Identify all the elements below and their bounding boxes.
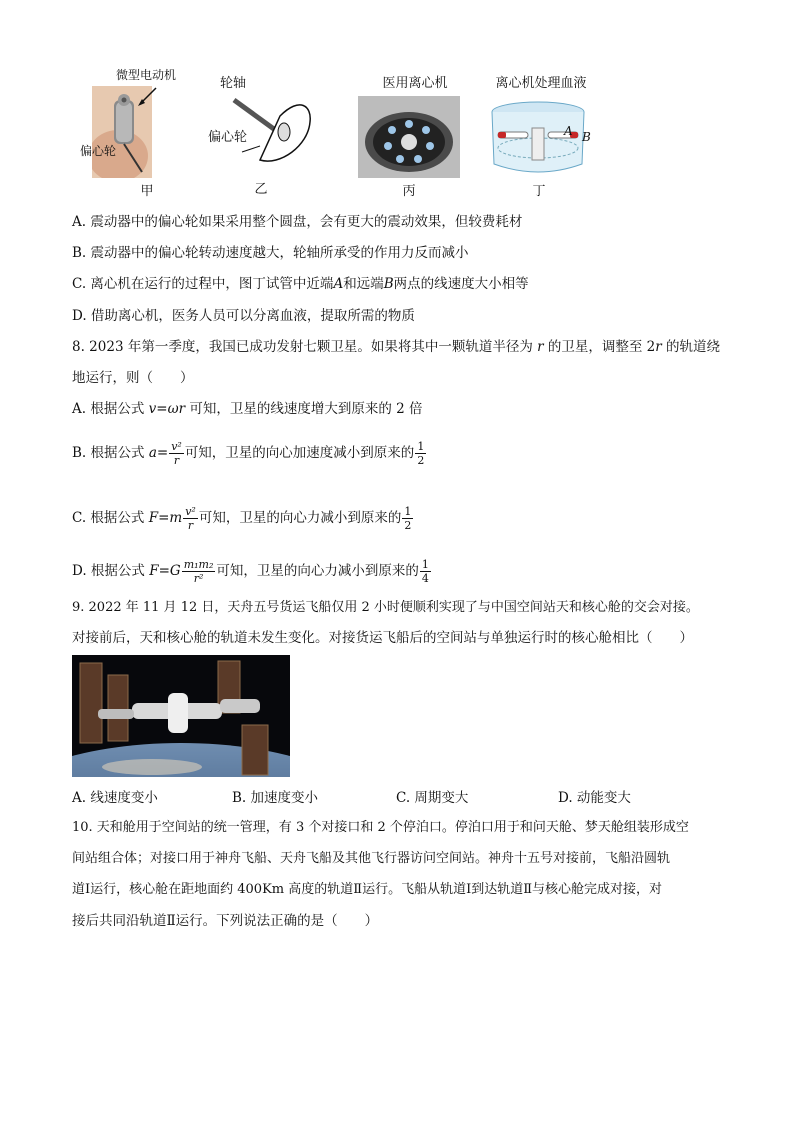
caption-bing: 丙 <box>402 184 416 199</box>
q8-option-a <box>72 399 732 419</box>
arrow-icon <box>134 86 164 110</box>
q7-option-c <box>72 274 732 294</box>
q10-line-1: 10. 天和舱用于空间站的统一管理，有 3 个对接口和 2 个停泊口。停泊口用于和问天舱、梦天舱组装形成空 <box>72 820 689 835</box>
q8-option-d <box>72 556 732 586</box>
q8-d-ans-den: 4 <box>421 572 429 585</box>
q8-c-text-1: C. 根据公式 <box>72 510 145 526</box>
q7-c-text-2: 和远端 <box>343 276 384 292</box>
q7-c-text-3: 两点的线速度大小相等 <box>393 276 529 292</box>
q8-d-answer-fraction <box>420 558 431 585</box>
point-a-label: A <box>564 124 573 138</box>
q10-line-2: 间站组合体；对接口用于神舟飞船、天舟飞船及其他飞行器访问空间站。神舟十五号对接前，飞船沿圆轨 <box>72 851 671 866</box>
q8-c-lhs: F=m <box>148 510 183 526</box>
q9-option-a: A. 线速度变小 <box>72 790 158 806</box>
q9-option-b: B. 加速度变小 <box>232 790 319 806</box>
blood-centrifuge-diagram <box>488 98 588 178</box>
motor-label: 微型电动机 <box>115 68 176 82</box>
q8-b-fraction <box>169 440 184 467</box>
q8-option-c <box>72 503 732 533</box>
q8-d-num: m₁m₂ <box>183 558 214 571</box>
caption-jia: 甲 <box>140 184 154 199</box>
q8-b-text-2: 可知，卫星的向心加速度减小到原来的 <box>184 445 415 461</box>
q8-c-answer-fraction <box>402 505 413 532</box>
q7-option-a: A. 震动器中的偏心轮如果采用整个圆盘，会有更大的震动效果，但较费耗材 <box>72 214 523 230</box>
q8-stem-1a: 8. 2023 年第一季度，我国已成功发射七颗卫星。如果将其中一颗轨道半径为 <box>72 339 533 355</box>
q8-c-num: v² <box>185 505 196 518</box>
q8-b-lhs: a= <box>148 445 169 461</box>
q8-c-den: r <box>187 519 194 532</box>
q9-stem-line-1: 9. 2022 年 11 月 12 日，天舟五号货运飞船仅用 2 小时便顺利实现了与中国空间站天和核心舱的交会对接。 <box>72 600 699 615</box>
q7-option-b: B. 震动器中的偏心轮转动速度越大，轮轴所承受的作用力反而减小 <box>72 245 469 261</box>
q8-b-den: r <box>173 454 180 467</box>
q8-d-ans-num: 1 <box>421 558 429 571</box>
q9-option-c: C. 周期变大 <box>396 790 469 806</box>
q10-line-4: 接后共同沿轨道Ⅱ运行。下列说法正确的是（ ） <box>72 913 379 929</box>
q8-stem-r: r <box>537 339 544 355</box>
figure-bing <box>356 72 472 199</box>
point-b-label: B <box>582 130 591 144</box>
q8-a-formula: v=ωr <box>148 401 186 417</box>
q8-stem-r2: r <box>655 339 662 355</box>
q8-d-text-1: D. 根据公式 <box>72 563 145 579</box>
q8-stem-1c: 的轨道绕 <box>666 339 721 355</box>
q8-d-fraction <box>182 558 216 585</box>
q8-c-ans-den: 2 <box>404 519 412 532</box>
q8-d-text-2: 可知，卫星的向心力减小到原来的 <box>216 563 419 579</box>
q8-stem-line-1 <box>72 337 732 357</box>
q8-stem-1b: 的卫星，调整至 2 <box>547 339 656 355</box>
q8-stem-line-2: 地运行，则（ ） <box>72 370 194 386</box>
centrifuge-photo <box>358 96 460 178</box>
figure-jia <box>80 66 188 199</box>
caption-yi: 乙 <box>254 182 268 197</box>
q8-b-text-1: B. 根据公式 <box>72 445 145 461</box>
q10-line-3: 道Ⅰ运行，核心舱在距地面约 400Km 高度的轨道Ⅱ运行。飞船从轨道Ⅰ到达轨道Ⅱ与核心舱完成对接，对 <box>72 882 663 897</box>
q8-option-b <box>72 438 732 468</box>
q8-b-num: v² <box>171 440 182 453</box>
figure-yi <box>206 70 326 197</box>
q7-c-point-b: B <box>383 276 394 292</box>
q7-option-d: D. 借助离心机，医务人员可以分离血液，提取所需的物质 <box>72 308 415 324</box>
q8-a-text-2: 可知，卫星的线速度增大到原来的 2 倍 <box>189 401 423 417</box>
q8-a-text-1: A. 根据公式 <box>72 401 145 417</box>
space-station-photo <box>72 655 290 777</box>
blood-centrifuge-title: 离心机处理血液 <box>495 76 587 91</box>
q8-c-fraction <box>183 505 198 532</box>
q8-d-lhs: F=G <box>149 563 181 579</box>
q8-b-ans-num: 1 <box>417 440 425 453</box>
figure-ding <box>484 72 604 199</box>
q8-b-answer-fraction <box>415 440 426 467</box>
caption-ding: 丁 <box>532 184 546 199</box>
eccentric-wheel-label-2: 偏心轮 <box>208 130 248 145</box>
q8-d-den: r² <box>193 572 204 585</box>
q9-stem-line-2: 对接前后，天和核心舱的轨道未发生变化。对接货运飞船后的空间站与单独运行时的核心舱相比（ ） <box>72 630 693 646</box>
q8-b-ans-den: 2 <box>417 454 425 467</box>
axle-label: 轮轴 <box>220 76 247 91</box>
eccentric-wheel-label: 偏心轮 <box>80 144 117 158</box>
q7-c-point-a: A <box>333 276 344 292</box>
q9-option-d: D. 动能变大 <box>558 790 631 806</box>
eccentric-wheel-diagram <box>220 86 320 176</box>
q8-c-ans-num: 1 <box>404 505 412 518</box>
centrifuge-title: 医用离心机 <box>382 76 448 91</box>
q7-c-text-1: C. 离心机在运行的过程中，图丁试管中近端 <box>72 276 334 292</box>
q8-c-text-2: 可知，卫星的向心力减小到原来的 <box>198 510 402 526</box>
